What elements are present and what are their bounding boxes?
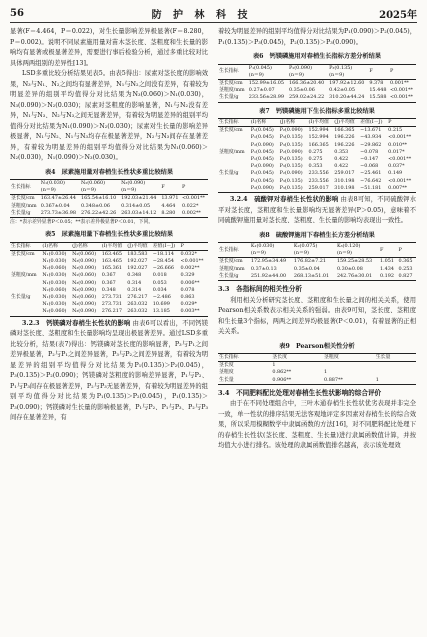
table-cell: N₃(0.090) <box>72 286 97 293</box>
table-cell: 0.314 <box>127 286 142 293</box>
table-9-title: 表9 Pearson相关性分析 <box>279 342 355 350</box>
table-cell: 0.010** <box>388 141 408 148</box>
column-header: P <box>387 119 416 127</box>
table-cell: 1.434 <box>379 265 394 272</box>
table-cell: 0.27±0.07 <box>248 87 275 94</box>
column-header: K₁(0.030) (n＝9) <box>250 243 293 258</box>
column-header: 生长量 <box>375 354 416 362</box>
table-cell <box>323 362 375 370</box>
table-cell: 165.361 <box>101 265 122 272</box>
column-header: K₂(0.075) (n＝9) <box>293 243 336 258</box>
table-cell: 310.198 <box>333 185 359 193</box>
table-cell: 263.032 <box>127 301 148 308</box>
column-header: (I)名称 <box>41 242 71 250</box>
table-cell: 0.275 <box>308 156 323 163</box>
table-cell: −26.666 <box>152 265 174 272</box>
table-cell: 0.887** <box>323 377 375 385</box>
table-cell: 166.36±20.40 <box>288 79 325 86</box>
table-cell: 263.03±14.12 <box>120 210 160 218</box>
table-cell: 13.185 <box>152 308 180 316</box>
table-cell: 0.367±0.04 <box>40 202 70 209</box>
table-row <box>10 265 208 272</box>
table-cell: 0.863 <box>180 293 195 300</box>
table-cell: <0.001** <box>388 156 412 163</box>
table-cell: 0.367 <box>101 272 116 279</box>
table-row <box>10 280 208 287</box>
table-cell: 273.731 <box>101 293 122 300</box>
table-cell: 茎粗度/mm <box>219 265 245 272</box>
table-cell: P₃(0.135) <box>279 177 303 184</box>
table-cell: 0.022* <box>181 202 199 209</box>
table-cell: N₁(0.030) <box>42 293 67 300</box>
table-cell: 0.906** <box>271 377 323 385</box>
table-row <box>218 149 416 156</box>
table-cell: 0.30±0.08 <box>336 265 363 272</box>
column-header: 生长指标 <box>10 242 41 250</box>
column-header: 生长指标 <box>218 119 250 127</box>
table-cell: N₁(0.030) <box>42 279 67 286</box>
table-cell: 0.827 <box>397 273 416 281</box>
table-cell: 192.027 <box>127 265 148 272</box>
table-cell: 0.862** <box>272 369 292 376</box>
table-6-title: 表6 钙镁磷施用对春梢生长指标方差分析结果 <box>252 53 382 60</box>
column-header: F <box>368 64 389 79</box>
column-header: (I)平均值 <box>101 242 127 250</box>
table-row <box>218 163 416 170</box>
table-cell: 0.018 <box>152 272 167 279</box>
table-cell: P₂(0.090) <box>279 148 303 155</box>
column-header: 茎长度 <box>271 354 323 362</box>
paragraph: 由于在不同处理组合中，三叶木通春梢生长性状优劣表现并非完全一致，单一性状的排序结果无法客观地评定多因素对春梢生长的综合效果，所以采用模糊数学中隶属函数的方法[16]，对不同肥料配比处理下的春梢生长性状(茎长度、茎粗度、生长量)进行隶属函数值计算，并按均值大小进行排名。该处理的隶属函数值排名越高，表示该处理效 <box>218 400 416 450</box>
table-cell: 259.017 <box>334 170 355 177</box>
column-header: 生长指标 <box>218 64 248 79</box>
paragraph <box>10 319 208 424</box>
table-cell: 273.73±36.98 <box>40 210 80 218</box>
table-cell: 163.47±26.44 <box>40 195 77 202</box>
table-cell: 273.731 <box>101 301 122 308</box>
table-cell: N₂(0.060) <box>72 272 97 279</box>
table-cell: 15.448 <box>369 87 387 94</box>
table-row <box>218 377 416 385</box>
table-row <box>218 170 416 177</box>
column-header: P <box>181 180 208 195</box>
table-cell: 196.226 <box>334 134 355 141</box>
table-cell: −0.078 <box>360 148 379 155</box>
table-cell: 0.253 <box>398 265 413 272</box>
table-cell: 163.465 <box>101 257 122 264</box>
table-cell: 310.20±44.24 <box>328 94 368 102</box>
table-cell: 0.365 <box>398 258 413 265</box>
table-cell: 0.037* <box>388 163 405 170</box>
table-cell: 0.275 <box>308 148 323 155</box>
table-cell: 0.35±0.04 <box>293 265 320 272</box>
table-header-row <box>218 64 416 79</box>
table-5-title: 表5 尿素施用量下春梢生长性状多重比较结果 <box>44 231 174 239</box>
table-cell: −25.461 <box>360 170 382 177</box>
table-cell: 生长量/g <box>219 170 239 177</box>
table-cell: P₁(0.045) <box>250 148 274 155</box>
table-cell: 276.22±42.26 <box>80 210 120 218</box>
table-cell: 0.353 <box>334 148 349 155</box>
table-row <box>10 203 208 210</box>
table-cell: −51.181 <box>359 185 387 193</box>
table-cell: 0.034 <box>152 286 167 293</box>
table-cell: −13.671 <box>360 127 382 134</box>
journal-title: 防 护 林 科 技 <box>151 9 252 21</box>
table-cell: 233.556 <box>308 177 329 184</box>
table-cell: N₃(0.090) <box>71 308 101 316</box>
column-header: N₂(0.060) (n＝9) <box>80 180 120 195</box>
table-cell: 茎长度 <box>219 362 234 369</box>
table-cell: 0.215 <box>388 127 403 134</box>
table-cell: 4.464 <box>161 202 176 209</box>
table-cell: 0.42±0.05 <box>329 87 356 94</box>
table-cell: N₂(0.060) <box>72 293 97 300</box>
table-cell: 259.02±24.22 <box>288 94 328 102</box>
table-cell: 172.95±34.49 <box>250 258 287 265</box>
table-cell: P₂(0.090) <box>250 185 279 193</box>
table-cell: −29.862 <box>360 141 382 148</box>
table-cell: 茎粗度 <box>219 369 234 376</box>
table-row <box>10 287 208 294</box>
table-cell: 196.226 <box>334 141 355 148</box>
table-cell: −0.147 <box>360 156 379 163</box>
table-cell: 0.053 <box>152 279 167 286</box>
table-cell: 268.13±51.01 <box>293 273 336 281</box>
paragraph: 利用相关分析研究茎长度、茎粗度和生长量之间的相关关系，使用Pearson相关系数表示相关关系的强弱。由表9可知，茎长度、茎粗度和生长量3个指标，两两之间差异均极显著(P＜0.01)，有着显著的正相关关系。 <box>218 296 416 336</box>
table-cell: <0.001** <box>181 195 205 202</box>
table-cell: −28.454 <box>152 257 174 264</box>
column-header: P₁(0.045) (n＝9) <box>248 64 288 79</box>
table-cell: 259.017 <box>307 185 333 193</box>
table-cell: 13.971 <box>161 195 179 202</box>
table-cell: 0.032* <box>180 250 197 257</box>
table-cell: 159.25±28.53 <box>336 258 373 265</box>
table-cell: <0.001** <box>389 87 413 94</box>
column-header: (J)平均值 <box>333 119 359 127</box>
table-cell: 1.051 <box>379 258 394 265</box>
table-cell: N₁(0.030) <box>42 257 67 264</box>
table-cell: −2.486 <box>152 293 171 300</box>
table-cell: P₂(0.090) <box>250 163 274 170</box>
column-header: 生长指标 <box>218 354 271 362</box>
table-cell: 9.378 <box>369 79 384 86</box>
table-row <box>218 87 416 94</box>
table-cell: 10.699 <box>152 301 170 308</box>
table-cell: 0.37±0.13 <box>250 265 277 272</box>
table-row <box>10 301 208 308</box>
table-cell: 0.029* <box>180 301 197 308</box>
table-cell: N₃(0.090) <box>72 279 97 286</box>
table-cell: P₁(0.045) <box>250 134 274 141</box>
table-cell: 茎长度/cm <box>11 195 35 202</box>
table-row <box>10 210 208 218</box>
table-cell: −76.642 <box>360 177 382 184</box>
subsection-title: 3.2.4 硫酸钾对春梢生长性状的影响 <box>230 196 339 204</box>
column-header: 差值(I－J) <box>359 119 387 127</box>
table-cell <box>10 301 41 308</box>
column-header: N₃(0.090) (n＝9) <box>120 180 160 195</box>
table-cell: N₂(0.060) <box>41 308 71 316</box>
table-cell: P₂(0.090) <box>250 141 274 148</box>
table-cell: <0.001** <box>180 257 204 264</box>
table-cell: 166.365 <box>308 141 329 148</box>
table-header-row <box>10 180 208 195</box>
table-cell: 0.329 <box>180 272 195 279</box>
table-cell: 152.994 <box>308 134 329 141</box>
table-cell: P₃(0.135) <box>279 134 303 141</box>
column-header: P <box>389 64 416 79</box>
table-cell: 0.002** <box>180 265 200 272</box>
table-cell: 0.192 <box>379 273 398 281</box>
table-cell: 生长量/g <box>218 273 250 281</box>
year: 2025年 <box>379 9 417 21</box>
table-cell: 0.003** <box>180 308 208 316</box>
table-cell: 0.001** <box>389 79 409 86</box>
page-header <box>10 6 417 20</box>
table-cell: 生长量/g <box>11 293 31 300</box>
table-cell: P₁(0.045) <box>250 156 274 163</box>
table-cell: 0.314 <box>127 279 142 286</box>
table-cell: 176.82±7.21 <box>293 258 327 265</box>
table-4 <box>10 179 208 218</box>
table-cell: 242.76±30.01 <box>336 273 379 281</box>
table-cell: 0.017* <box>388 148 405 155</box>
table-cell: 茎粗度/mm <box>219 87 245 94</box>
table-row <box>218 362 416 370</box>
column-header: P₂(0.090) (n＝9) <box>288 64 328 79</box>
table-7 <box>218 118 416 193</box>
table-cell: 152.99±16.05 <box>248 79 285 86</box>
table-cell: 276.217 <box>127 293 148 300</box>
table-row <box>218 156 416 163</box>
table-cell: P₃(0.135) <box>279 185 308 193</box>
table-cell: <0.001** <box>389 94 416 102</box>
table-cell: N₂(0.060) <box>42 265 67 272</box>
column-header: P <box>180 242 208 250</box>
column-header: N₁(0.030) (n＝9) <box>40 180 80 195</box>
table-cell <box>218 185 250 193</box>
table-row <box>10 294 208 301</box>
table-cell <box>218 142 250 149</box>
table-cell: 163.465 <box>101 250 122 257</box>
table-row <box>10 258 208 265</box>
table-cell: N₁(0.030) <box>42 301 67 308</box>
table-5 <box>10 242 208 317</box>
table-cell: 0.348 <box>127 272 142 279</box>
table-cell: <0.001** <box>388 177 412 184</box>
table-cell: 0.007** <box>387 185 416 193</box>
table-cell: 276.217 <box>101 308 127 316</box>
table-cell: 192.03±21.44 <box>121 195 157 202</box>
table-row <box>10 195 208 203</box>
column-header: F <box>160 180 181 195</box>
table-row <box>218 127 416 135</box>
subsection-text: 由表8可知，不同硫酸钾水平对茎长度，茎粗度和生长量影响均无显著差异(P＞0.05)，意味着不同硫酸钾施用量对茎长度、茎粗度、生长量的影响均表现出一致性。 <box>218 196 416 225</box>
table-cell: −43.934 <box>360 134 382 141</box>
table-cell <box>375 369 416 376</box>
column-header: (I)平均值 <box>307 119 333 127</box>
table-row <box>218 273 416 281</box>
table-cell: 0.006** <box>180 279 200 286</box>
column-header: 生长指标 <box>218 243 250 258</box>
table-cell: 197.92±12.60 <box>329 79 365 86</box>
left-column <box>10 27 208 424</box>
table-row <box>218 258 416 266</box>
table-cell: P₁(0.045) <box>250 177 274 184</box>
table-row <box>218 369 416 376</box>
table-cell: P₁(0.045) <box>250 127 274 134</box>
table-cell: 0.353 <box>308 163 323 170</box>
table-cell: P₃(0.135) <box>279 141 303 148</box>
table-row <box>218 94 416 102</box>
table-cell: 233.556 <box>308 170 329 177</box>
table-cell: 茎长度/cm <box>219 258 243 265</box>
table-row <box>10 250 208 258</box>
table-cell: P₁(0.045) <box>250 170 274 177</box>
table-row <box>218 134 416 141</box>
table-cell: 0.149 <box>388 170 403 177</box>
page-number: 56 <box>10 7 24 19</box>
table-cell: 233.56±28.99 <box>248 94 288 102</box>
table-cell: N₃(0.090) <box>72 301 97 308</box>
paragraph: LSD多重比较分析结果见表5。由表5得出：尿素对茎长度的影响效果，N₃与N₁、N₂之间均有显著差异，N₁与N₂之间没有差异，有着较为明显差异的组别平均值得分对比结果为N₃(0.060)＞N₁(0.030)，N₃(0.090)＞N₂(0.030)；尿素对茎粗度的影响显著，N₁与N₂没有差异，N₁与N₃、N₂与N₃之间无显著差异，有着较为明显差异的组别平均值得分对比结果为N₁(0.090)＞N₂(0.030)；尿素对生长量的影响差异极显著，N₁与N₂、N₁与N₃均存在极显著差异，N₂与N₃间存在显著差异，有着较为明显差异的组别平均值得分对比结果为N₁(0.060)＞N₂(0.030)，N₁(0.090)＞N₃(0.030)。 <box>10 70 208 161</box>
table-cell: 263.032 <box>126 308 152 316</box>
table-cell: 0.348±0.06 <box>80 202 110 209</box>
table-row <box>218 79 416 87</box>
table-row <box>218 178 416 185</box>
column-header: (J)平均值 <box>126 242 152 250</box>
table-cell: 1 <box>324 369 328 376</box>
table-cell: 0.367 <box>101 279 116 286</box>
section-title: 3.4 不同肥料配比处理对春梢生长性状影响的综合评价 <box>218 388 382 397</box>
table-cell <box>10 287 41 294</box>
table-9 <box>218 353 416 385</box>
table-cell: −18.114 <box>152 250 174 257</box>
table-cell: 0.314±0.05 <box>121 202 151 209</box>
subsection-title: 3.2.3 钙镁磷对春梢生长性状的影响 <box>22 319 131 327</box>
table-header-row <box>218 354 416 362</box>
table-cell: 茎粗度/mm <box>11 272 37 279</box>
table-cell <box>10 308 41 316</box>
section-title: 3.3 各指标间的相关性分析 <box>218 285 303 294</box>
table-cell: 0.002** <box>181 210 208 218</box>
table-cell: 茎粗度/mm <box>11 202 37 209</box>
table-cell: N₁(0.030) <box>42 250 67 257</box>
column-header: (I)名称 <box>250 119 279 127</box>
table-cell: <0.001** <box>388 134 412 141</box>
table-cell: 183.583 <box>127 250 148 257</box>
header-rule <box>10 22 417 23</box>
table-cell: 0.348 <box>101 286 116 293</box>
table-row <box>10 272 208 279</box>
table-6 <box>218 64 416 103</box>
table-cell <box>218 156 250 163</box>
table-8 <box>218 242 416 281</box>
table-cell: P₃(0.135) <box>279 156 303 163</box>
table-row <box>218 266 416 273</box>
table-cell: N₂(0.060) <box>42 286 67 293</box>
table-cell: 15.588 <box>368 94 389 102</box>
table-cell: 茎粗度/mm <box>219 148 245 155</box>
paragraph <box>218 195 416 227</box>
table-cell: P₂(0.090) <box>279 127 303 134</box>
column-header: P₃(0.135) (n＝9) <box>328 64 368 79</box>
table-cell <box>218 178 250 185</box>
column-header: 差值(I－J) <box>152 242 180 250</box>
table-cell: N₃(0.090) <box>72 265 97 272</box>
table-header-row <box>218 243 416 258</box>
table-cell: P₃(0.135) <box>279 163 303 170</box>
table-row <box>10 308 208 316</box>
table-cell <box>375 362 416 370</box>
column-header: 生长指标 <box>10 180 40 195</box>
table-cell <box>10 280 41 287</box>
column-header: (J)名称 <box>71 242 101 250</box>
paragraph: 着较为明显差异的组别平均值得分对比结果为P₁(0.090)＞P₂(0.045)，P₁(0.135)＞P₃(0.045)，P₂(0.135)＞P₃(0.090)。 <box>218 28 416 46</box>
table-row <box>218 142 416 149</box>
table-cell: 生长量/g <box>10 210 40 218</box>
column-header: (J)名称 <box>279 119 308 127</box>
table-cell: 1 <box>375 377 416 385</box>
table-cell: 166.365 <box>334 127 355 134</box>
table-cell: 茎长度/cm <box>219 127 243 134</box>
table-header-row <box>10 242 208 250</box>
table-cell: 192.027 <box>127 257 148 264</box>
table-header-row <box>218 119 416 127</box>
table-cell: N₃(0.090) <box>72 257 97 264</box>
paragraph: 显著(F＝4.464，P＝0.022)，对生长量影响差异极显著(F＝8.280，P＝0.002)。说明不同尿素施用量对苗木茎长度、茎粗度和生长量的影响均有显著或极显著差异，需要进行事后检验分析，通过多重比较对比具体两两组别的差异性[13]。 <box>10 28 208 67</box>
table-cell: 0.078 <box>180 286 195 293</box>
table-cell: 0.422 <box>334 163 349 170</box>
table-7-title: 表7 钙镁磷施用下生长指标多重比较结果 <box>259 107 375 115</box>
table-4-title: 表4 尿素施用量对春梢生长性状多重比较结果 <box>44 168 174 176</box>
column-header: K₃(0.120) (n＝9) <box>336 243 379 258</box>
table-cell: 0.422 <box>334 156 349 163</box>
table-cell: 310.198 <box>334 177 355 184</box>
table-8-title: 表8 硫酸钾施用下春梢生长方差分析结果 <box>259 231 375 239</box>
subsection-text: 由表6可以看出，不同钙镁磷对茎长度、茎粗度和生长量影响均呈现出极显著差异。通过LSD多重比较分析，结果(表7)得出：钙镁磷对茎长度的影响显著，P₃与P₁之间差异极显著，P₂与P₁之间差异显著，P₃与P₂之间差异显著，有着较为明显差异的组别平均值得分对比结果为P₁(0.135)＞P₂(0.045)，P₃(0.135)＞P₂(0.090)；钙镁磷对茎粗度的影响差异显著，P₁与P₂、P₁与P₃间存在极显著差异，P₂与P₃无显著差异，有着较为明显差异的组别平均值得分对比结果为P₁(0.135)＞P₂(0.045)，P₁(0.135)＞P₃(0.090)；钙镁磷对生长量的影响极显著，P₁与P₂、P₁与P₃、P₂与P₃间存在显著差异，有 <box>10 319 208 422</box>
table-cell: 8.280 <box>160 210 181 218</box>
table-cell <box>218 134 250 141</box>
table-cell: 152.994 <box>308 127 329 134</box>
table-row <box>218 185 416 193</box>
table-cell: P₂(0.090) <box>279 170 303 177</box>
table-cell: 茎长度/cm <box>219 79 243 86</box>
table-cell: N₁(0.030) <box>42 272 67 279</box>
column-header: F <box>379 243 398 258</box>
table-cell: 165.54±16.10 <box>80 195 117 202</box>
table-note: 注：*表示差异显著P＜0.05；**表示差异极显著P＜0.01，下同。 <box>10 219 154 226</box>
right-column <box>218 27 416 452</box>
table-cell: −0.068 <box>360 163 379 170</box>
column-header: 茎粗度 <box>323 354 375 362</box>
table-cell: 生长量 <box>218 377 271 385</box>
table-cell: 1 <box>272 362 276 369</box>
table-cell: 茎长度/cm <box>11 250 35 257</box>
column-header: P <box>397 243 416 258</box>
table-cell: 生长量/g <box>218 94 248 102</box>
table-cell <box>10 258 41 265</box>
table-cell: 251.92±44.00 <box>250 273 293 281</box>
table-cell: N₂(0.060) <box>72 250 97 257</box>
table-cell: 0.35±0.06 <box>288 87 315 94</box>
